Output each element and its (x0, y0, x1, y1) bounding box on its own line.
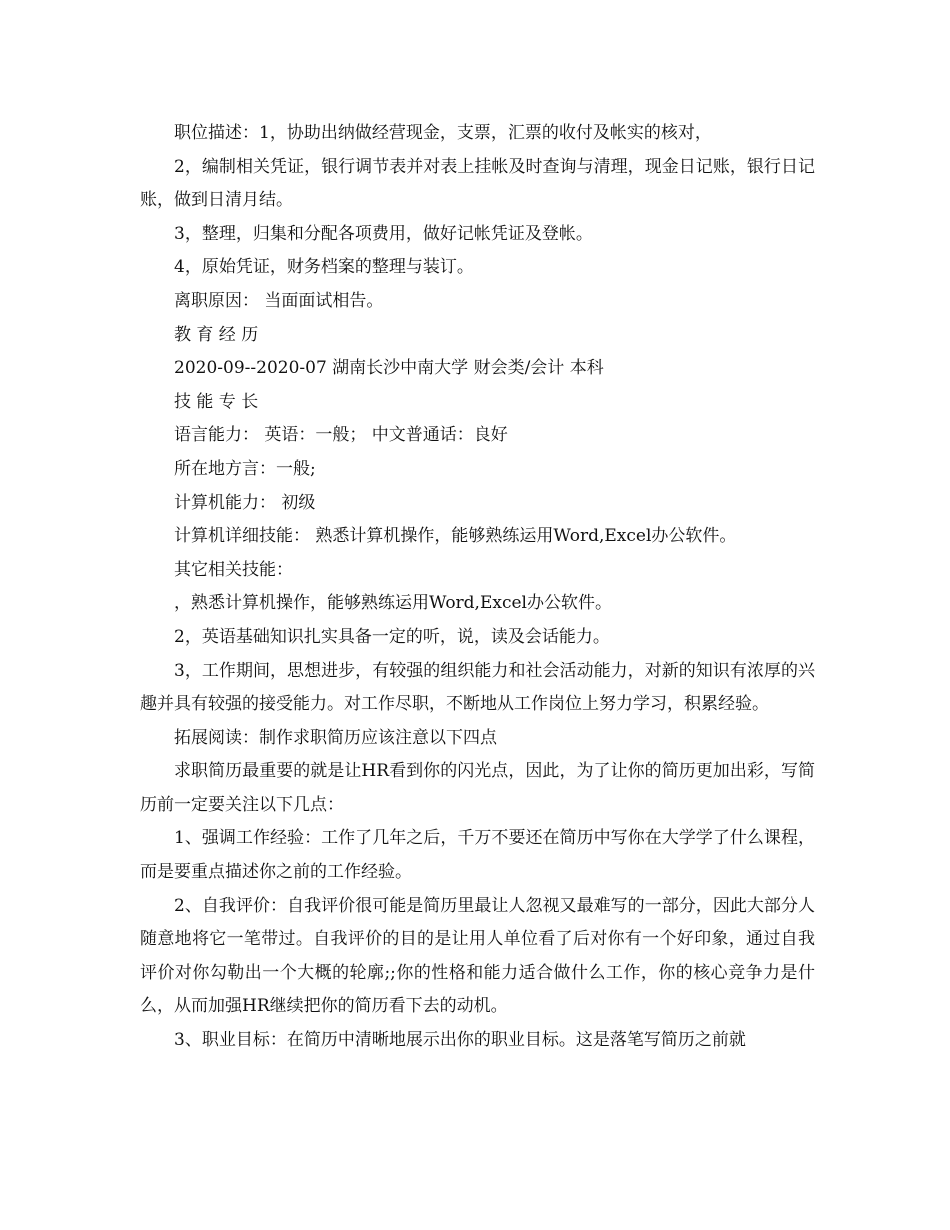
section-heading-skills: 技 能 专 长 (174, 391, 259, 412)
paragraph-dialect: 所在地方言：一般; (174, 458, 316, 479)
paragraph-tip-3: 3、职业目标：在简历中清晰地展示出你的职业目标。这是落笔写简历之前就 (174, 1030, 746, 1051)
paragraph-language-ability: 语言能力： 英语：一般； 中文普通话：良好 (174, 425, 508, 446)
paragraph-duty-4: 4，原始凭证，财务档案的整理与装订。 (174, 257, 474, 278)
paragraph-tip-2: 2、自我评价：自我评价很可能是简历里最让人忽视又最难写的一部分，因此大部分人随意地将它一笔带过。自我评价的目的是让用人单位看了后对你有一个好印象，通过自我评价对你勾勒出一个大概的轮廓;;你的性格和能力适合做什么工作，你的核心竞争力是什么，从而加强HR继续把你的简历看下去的动机。 (140, 895, 815, 1017)
paragraph-computer-ability: 计算机能力： 初级 (174, 492, 316, 513)
paragraph-other-skill-3: 3，工作期间，思想进步，有较强的组织能力和社会活动能力，对新的知识有浓厚的兴趣并具有较强的接受能力。对工作尽职，不断地从工作岗位上努力学习，积累经验。 (140, 660, 815, 715)
paragraph-education-entry: 2020-09--2020-07 湖南长沙中南大学 财会类/会计 本科 (174, 358, 604, 379)
paragraph-extended-reading-title: 拓展阅读：制作求职简历应该注意以下四点 (174, 727, 497, 748)
document-body (140, 117, 815, 1058)
paragraph-duty-2: 2，编制相关凭证，银行调节表并对表上挂帐及时查询与清理，现金日记账，银行日记账，做到日清月结。 (140, 156, 815, 211)
paragraph-computer-detail: 计算机详细技能： 熟悉计算机操作，能够熟练运用Word,Excel办公软件。 (174, 526, 737, 547)
paragraph-other-skill-2: 2，英语基础知识扎实具备一定的听，说，读及会话能力。 (174, 626, 610, 647)
paragraph-job-description: 职位描述：1，协助出纳做经营现金，支票，汇票的收付及帐实的核对， (174, 123, 712, 143)
paragraph-resume-intro: 求职简历最重要的就是让HR看到你的闪光点，因此，为了让你的简历更加出彩，写简历前一定要关注以下几点： (140, 761, 815, 815)
paragraph-other-skills-label: 其它相关技能： (174, 559, 293, 580)
section-heading-education: 教 育 经 历 (174, 324, 259, 345)
paragraph-leaving-reason: 离职原因： 当面面试相告。 (174, 290, 384, 311)
paragraph-duty-3: 3，整理，归集和分配各项费用，做好记帐凭证及登帐。 (174, 223, 593, 244)
paragraph-other-skill-1: ，熟悉计算机操作，能够熟练运用Word,Excel办公软件。 (174, 593, 612, 614)
paragraph-tip-1: 1、强调工作经验：工作了几年之后，千万不要还在简历中写你在大学学了什么课程，而是要重点描述你之前的工作经验。 (140, 828, 815, 883)
